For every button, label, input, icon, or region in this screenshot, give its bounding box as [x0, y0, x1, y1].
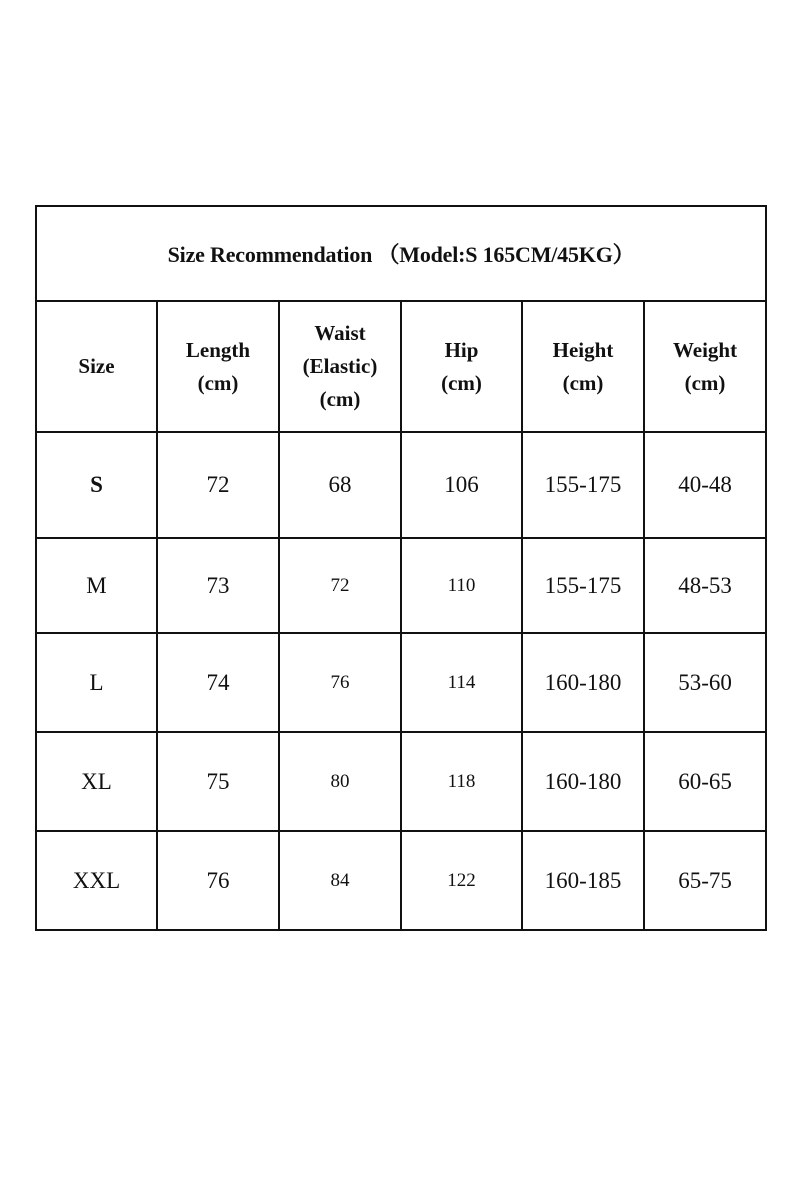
column-header-waist-line-2: (Elastic)	[302, 354, 378, 378]
table-row	[36, 538, 766, 633]
table-row	[36, 633, 766, 732]
hip-cell: 114	[401, 633, 522, 732]
size-cell: XL	[36, 732, 157, 831]
column-header-height-line-1: Height	[552, 337, 614, 362]
weight-cell: 53-60	[644, 633, 766, 732]
column-header-waist	[279, 301, 401, 432]
table-row	[36, 831, 766, 930]
height-cell: 160-180	[522, 732, 644, 831]
column-header-waist-line-1: Waist	[314, 321, 366, 345]
hip-cell: 110	[401, 538, 522, 633]
column-header-weight	[644, 301, 766, 432]
weight-cell: 48-53	[644, 538, 766, 633]
column-header-size-line-1: Size	[78, 354, 115, 378]
hip-cell: 118	[401, 732, 522, 831]
column-header-length-line-1: Length	[185, 337, 251, 362]
table-title: Size Recommendation （Model:S 165CM/45KG）	[36, 206, 766, 301]
column-header-waist-line-3: (cm)	[319, 387, 361, 411]
size-recommendation-table	[35, 205, 767, 931]
weight-cell: 60-65	[644, 732, 766, 831]
column-header-hip-line-2: (cm)	[441, 370, 482, 395]
waist-cell: 68	[279, 432, 401, 538]
waist-cell: 72	[279, 538, 401, 633]
column-header-size	[36, 301, 157, 432]
height-cell: 160-180	[522, 633, 644, 732]
height-cell: 160-185	[522, 831, 644, 930]
waist-cell: 80	[279, 732, 401, 831]
waist-cell: 84	[279, 831, 401, 930]
column-header-hip	[401, 301, 522, 432]
column-header-length-line-2: (cm)	[197, 370, 239, 395]
hip-cell: 106	[401, 432, 522, 538]
length-cell: 73	[157, 538, 279, 633]
size-cell: S	[36, 432, 157, 538]
column-header-height-line-2: (cm)	[562, 370, 604, 395]
height-cell: 155-175	[522, 432, 644, 538]
length-cell: 74	[157, 633, 279, 732]
weight-cell: 65-75	[644, 831, 766, 930]
column-header-weight-line-2: (cm)	[684, 370, 726, 395]
column-header-length	[157, 301, 279, 432]
size-cell: XXL	[36, 831, 157, 930]
weight-cell: 40-48	[644, 432, 766, 538]
length-cell: 72	[157, 432, 279, 538]
title-row	[36, 206, 766, 301]
hip-cell: 122	[401, 831, 522, 930]
column-header-height	[522, 301, 644, 432]
length-cell: 75	[157, 732, 279, 831]
table-row	[36, 432, 766, 538]
waist-cell: 76	[279, 633, 401, 732]
column-header-hip-line-1: Hip	[444, 337, 479, 362]
size-cell: L	[36, 633, 157, 732]
size-cell: M	[36, 538, 157, 633]
header-row	[36, 301, 766, 432]
column-header-weight-line-1: Weight	[672, 337, 738, 362]
length-cell: 76	[157, 831, 279, 930]
table-row	[36, 732, 766, 831]
height-cell: 155-175	[522, 538, 644, 633]
